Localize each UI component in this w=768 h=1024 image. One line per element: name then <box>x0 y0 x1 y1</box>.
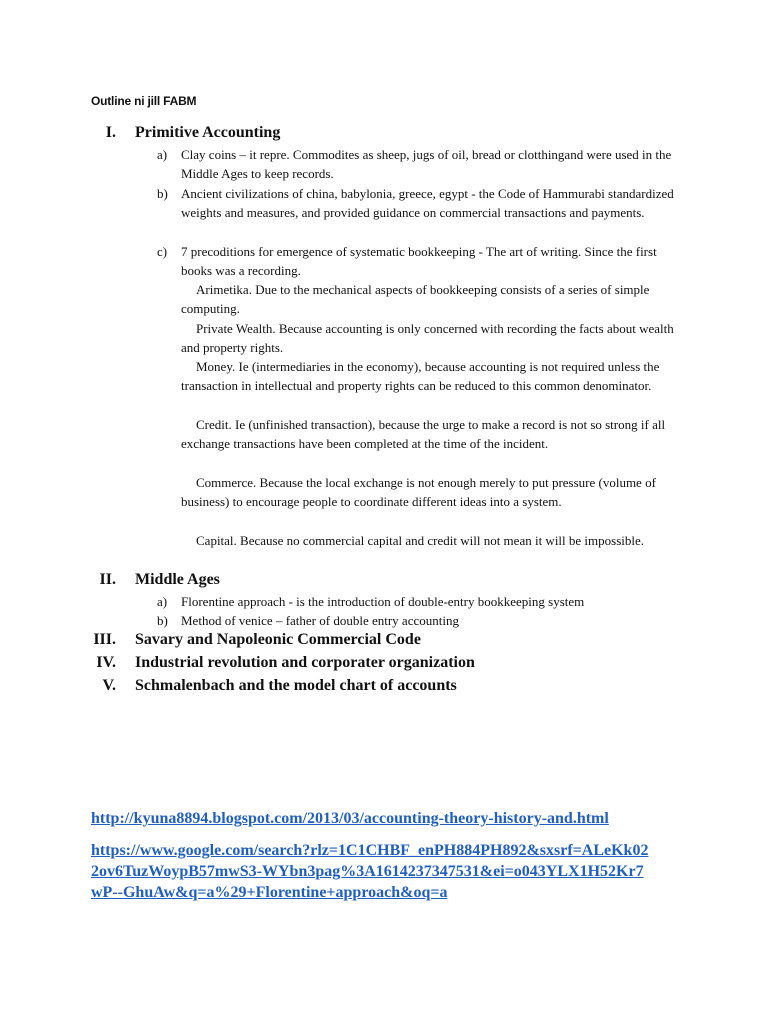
item-label: c) <box>157 244 168 259</box>
list-item <box>157 611 687 630</box>
section-industrial-revolution <box>0 653 768 673</box>
precondition-paragraph: Capital. Because no commercial capital and credit will not mean it will be impossible. <box>196 533 645 548</box>
section-savary <box>0 630 768 650</box>
section-title: Savary and Napoleonic Commercial Code <box>135 631 421 648</box>
item-label: a) <box>157 594 168 609</box>
section-number: IV. <box>96 654 116 671</box>
item-label: a) <box>157 147 168 162</box>
section-schmalenbach <box>0 676 768 696</box>
section-primitive-accounting <box>0 123 768 143</box>
precondition-paragraph: Credit. Ie (unfinished transaction), because the urge to make a record is not so strong if all exchange transactions have been completed at the time of the incident. <box>181 417 666 451</box>
section-middle-ages <box>0 570 768 590</box>
item-text: Method of venice – father of double entry accounting <box>181 613 459 628</box>
list-item <box>157 184 687 222</box>
section-number: V. <box>102 677 116 694</box>
item-label: b) <box>157 613 168 628</box>
item-text: Clay coins – it repre. Commodites as sheep, jugs of oil, bread or clotthingand were used in the Middle Ages to keep records. <box>181 147 672 181</box>
section-number: II. <box>99 571 116 588</box>
reference-link-blogspot[interactable]: http://kyuna8894.blogspot.com/2013/03/accounting-theory-history-and.html <box>91 810 609 827</box>
section-title: Primitive Accounting <box>135 124 281 141</box>
section-number: III. <box>93 631 116 648</box>
precondition-paragraph: Private Wealth. Because accounting is only concerned with recording the facts about wealth and property rights. <box>181 321 674 355</box>
precondition-paragraph: Commerce. Because the local exchange is not enough merely to put pressure (volume of business) to encourage people to coordinate different ideas into a system. <box>181 475 656 509</box>
item-text: Ancient civilizations of china, babylonia, greece, egypt - the Code of Hammurabi standardized weights and measures, and provided guidance on commercial transactions and payments. <box>181 186 674 220</box>
item-text: Florentine approach - is the introduction of double-entry bookkeeping system <box>181 594 585 609</box>
reference-link-google[interactable]: https://www.google.com/search?rlz=1C1CHBF_enPH884PH892&sxsrf=ALeKk022ov6TuzWoypB57mwS3-WYbn3pag%3A1614237347531&ei=o043YLX1H52Kr7wP--GhuAw&q=a%29+Florentine+approach&oq=a <box>91 842 649 901</box>
list-item <box>157 145 687 183</box>
section-title: Schmalenbach and the model chart of accounts <box>135 677 457 694</box>
section-title: Middle Ages <box>135 571 220 588</box>
precondition-paragraph: Money. Ie (intermediaries in the economy), because accounting is not required unless the transaction in intellectual and property rights can be reduced to this common denominator. <box>181 359 660 393</box>
precondition-paragraph: Arimetika. Due to the mechanical aspects of bookkeeping consists of a series of simple computing. <box>181 282 650 316</box>
item-label: b) <box>157 186 168 201</box>
section-number: I. <box>105 124 116 141</box>
list-item <box>157 592 687 611</box>
item-text: 7 precoditions for emergence of systematic bookkeeping - The art of writing. Since the first books was a recording. <box>181 244 657 278</box>
list-item <box>157 242 687 280</box>
document-title: Outline ni jill FABM <box>91 94 197 108</box>
section-title: Industrial revolution and corporater organization <box>135 654 475 671</box>
